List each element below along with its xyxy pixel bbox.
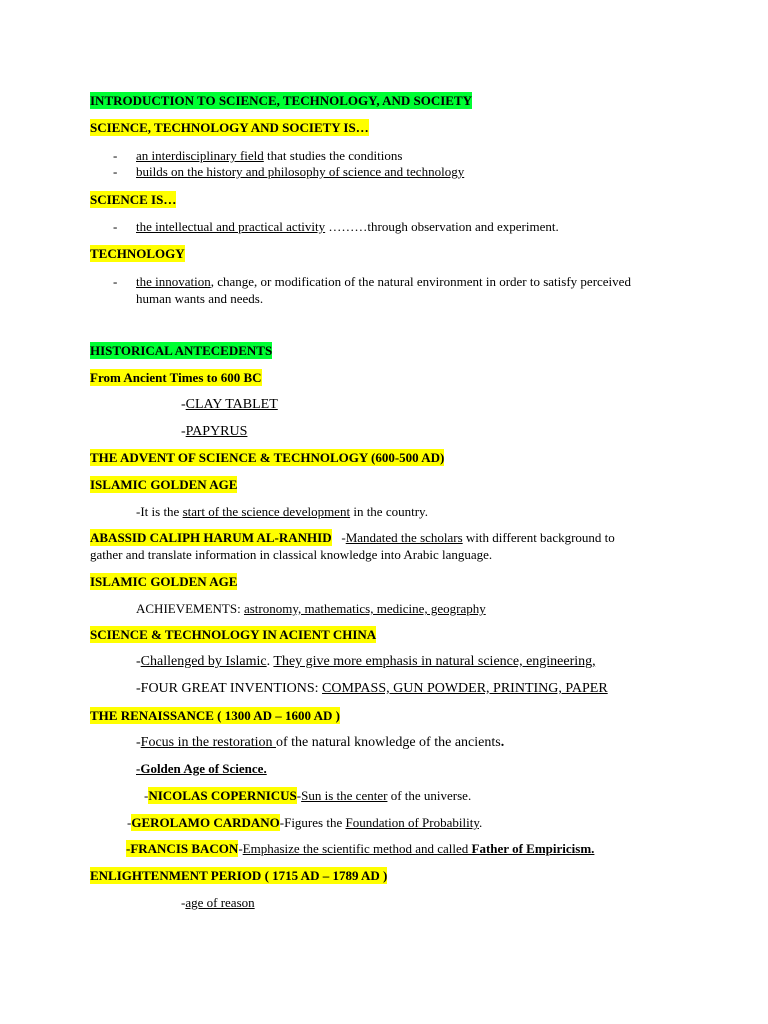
cardano-line: -GEROLAMO CARDANO-Figures the Foundation of Probability. (127, 815, 483, 830)
list-item-continued: human wants and needs. (136, 291, 264, 306)
islamic-golden-age-heading: ISLAMIC GOLDEN AGE (90, 477, 238, 492)
age-of-reason: -age of reason (181, 895, 255, 910)
china-heading: SCIENCE & TECHNOLOGY IN ACIENT CHINA (90, 627, 377, 642)
papyrus: -PAPYRUS (181, 424, 248, 439)
enlightenment-heading: ENLIGHTENMENT PERIOD ( 1715 AD – 1789 AD ) (90, 868, 388, 883)
four-inventions-line: -FOUR GREAT INVENTIONS: COMPASS, GUN POWDER, PRINTING, PAPER (136, 681, 608, 696)
intro-heading: INTRODUCTION TO SCIENCE, TECHNOLOGY, AND SOCIETY (90, 93, 473, 108)
caliph-line: ABASSID CALIPH HARUM AL-RANHID -Mandated the scholars with different background to (90, 530, 615, 545)
science-label: SCIENCE IS… (90, 192, 177, 207)
challenged-line: -Challenged by Islamic. They give more emphasis in natural science, engineering, (136, 654, 596, 669)
islamic-golden-age-heading-2: ISLAMIC GOLDEN AGE (90, 574, 238, 589)
caliph-line-continued: gather and translate information in classical knowledge into Arabic language. (90, 547, 493, 562)
copernicus-line: -NICOLAS COPERNICUS-Sun is the center of the universe. (144, 788, 472, 803)
sts-label: SCIENCE, TECHNOLOGY AND SOCIETY IS… (90, 120, 369, 135)
focus-line: -Focus in the restoration of the natural knowledge of the ancients. (136, 735, 505, 750)
golden-age-science: -Golden Age of Science. (136, 761, 267, 776)
start-science-line: -It is the start of the science development in the country. (136, 504, 428, 519)
clay-tablet: -CLAY TABLET (181, 397, 278, 412)
technology-label: TECHNOLOGY (90, 246, 185, 261)
ancient-times-label: From Ancient Times to 600 BC (90, 370, 262, 385)
historical-heading: HISTORICAL ANTECEDENTS (90, 343, 273, 358)
bacon-line: -FRANCIS BACON-Emphasize the scientific method and called Father of Empiricism. (126, 841, 595, 856)
renaissance-heading: THE RENAISSANCE ( 1300 AD – 1600 AD ) (90, 708, 340, 723)
advent-heading: THE ADVENT OF SCIENCE & TECHNOLOGY (600-500 AD) (90, 450, 445, 465)
achievements-line: ACHIEVEMENTS: astronomy, mathematics, medicine, geography (136, 601, 486, 616)
